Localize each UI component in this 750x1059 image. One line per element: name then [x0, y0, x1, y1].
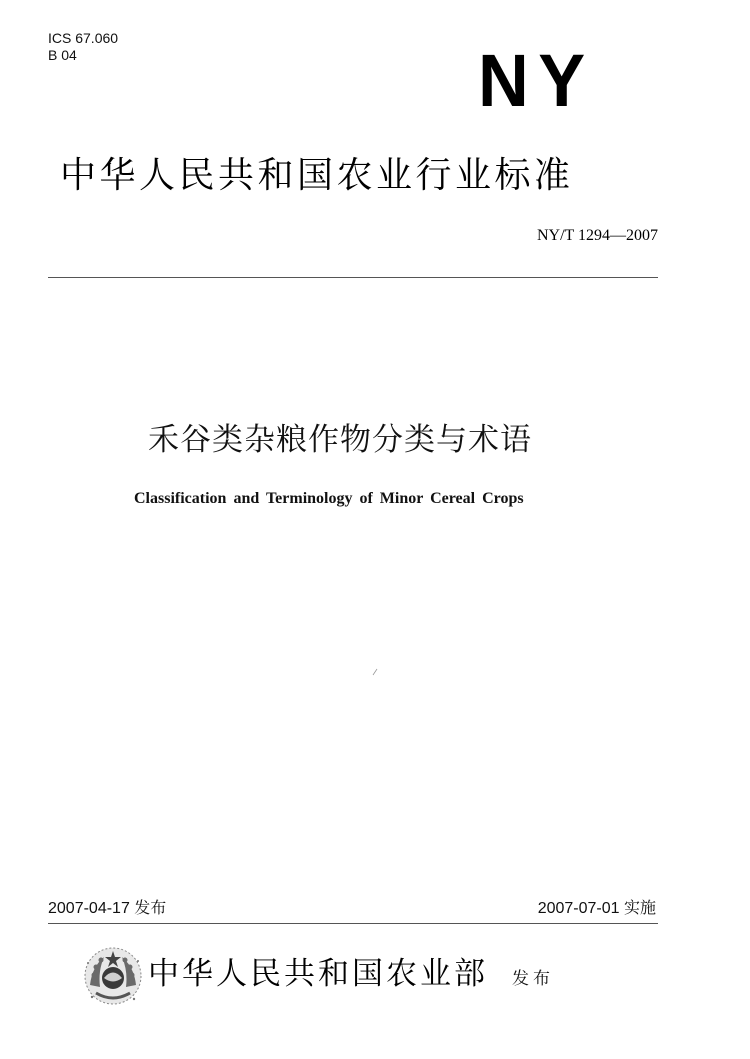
- issue-date: 2007-04-17 发布: [48, 900, 167, 917]
- ics-block: [48, 30, 118, 64]
- ny-logo: NY: [478, 39, 595, 122]
- ics-code: ICS 67.060: [48, 30, 119, 46]
- publish-label: 发布: [512, 969, 554, 989]
- standard-category-title: 中华人民共和国农业行业标准: [60, 155, 574, 196]
- scan-speck: [372, 668, 378, 676]
- bottom-divider: [48, 923, 658, 924]
- publisher-name: 中华人民共和国农业部: [148, 956, 488, 992]
- ministry-emblem-icon: [82, 945, 144, 1007]
- top-divider: [48, 277, 658, 278]
- document-title-cn: 禾谷类杂粮作物分类与术语: [148, 422, 532, 458]
- implementation-date: 2007-07-01 实施: [537, 900, 656, 917]
- standard-code: NY/T 1294—2007: [536, 227, 658, 244]
- document-title-en: Classification and Terminology of Minor Cereal Crops: [134, 490, 524, 507]
- classification-code: B 04: [48, 47, 77, 63]
